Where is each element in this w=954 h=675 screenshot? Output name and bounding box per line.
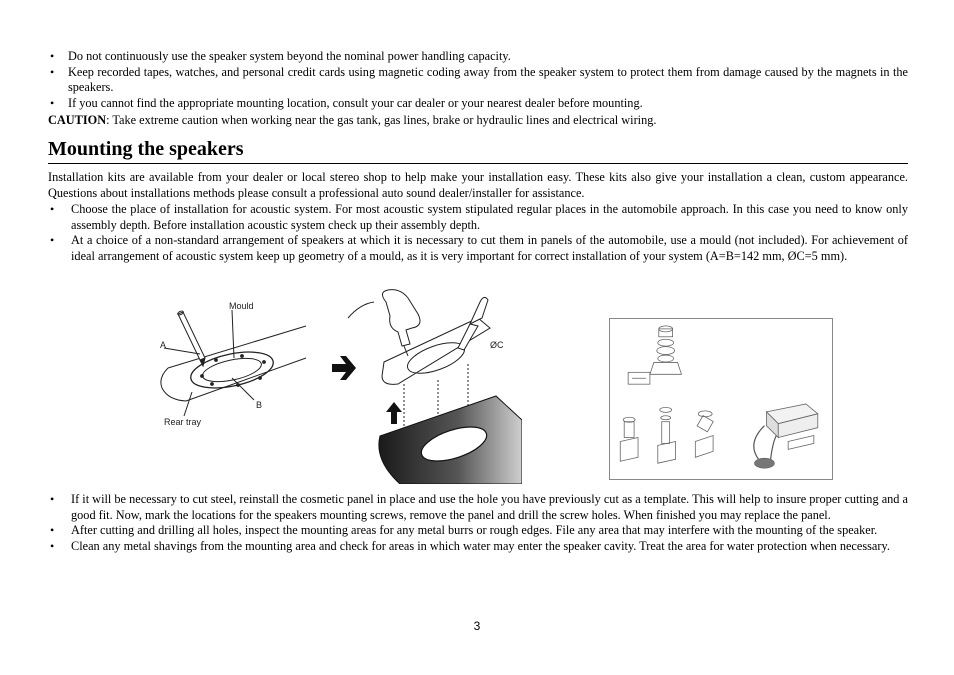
list-item: • At a choice of a non-standard arrangement of speakers at which it is necessary to cut them in panels of the automobile, use a mould (not included). For achievement of ideal arrangement of acoustic system keep up geometry of a mould, as it is very important for correct installation of your system (A=B=142 mm, ØC=5 mm).: [48, 233, 908, 264]
label-c: ØC: [490, 340, 504, 350]
list-item: • If you cannot find the appropriate mounting location, consult your car dealer or your nearest dealer before mounting.: [48, 96, 908, 112]
label-mould: Mould: [229, 301, 254, 311]
label-a: A: [160, 340, 167, 350]
list-item: • Choose the place of installation for acoustic system. For most acoustic system stipulated regular places in the automobile approach. In this case you need to know only assembly depth. Before installation acoustic system check up their assembly depth.: [48, 202, 908, 233]
list-item: • After cutting and drilling all holes, inspect the mounting areas for any metal burrs or rough edges. File any area that may interfere with the mounting of the speaker.: [48, 523, 908, 539]
mounting-illustration: [148, 288, 522, 484]
installation-list: [48, 202, 908, 264]
speaker-assembly-illustration: [609, 318, 833, 480]
finishing-list: [48, 492, 908, 554]
list-item: • If it will be necessary to cut steel, reinstall the cosmetic panel in place and use the hole you have previously cut as a template. This will help to insure proper cutting and a good fit. Now, mark the locations for the speakers mounting screws, remove the panel and drill the screw holes. When finished you may replace the panel.: [48, 492, 908, 523]
caution-text: : Take extreme caution when working near the gas tank, gas lines, brake or hydraulic lines and electrical wiring.: [106, 113, 657, 127]
list-item: • Clean any metal shavings from the mounting area and check for areas in which water may enter the speaker cavity. Treat the area for water protection when necessary.: [48, 539, 908, 555]
arrow-up-icon: [386, 402, 402, 424]
arrow-right-icon: [332, 356, 356, 380]
caution-note: [48, 113, 908, 129]
label-b: B: [256, 400, 263, 410]
intro-paragraph: Installation kits are available from your dealer or local stereo shop to help make your installation easy. These kits also give your installation a clean, custom appearance. Questions about installations methods please consult a professional auto sound dealer/installer for assistance.: [48, 170, 908, 200]
list-item: • Keep recorded tapes, watches, and personal credit cards using magnetic coding away from the speaker system to protect them from damage caused by the magnets in the speakers.: [48, 65, 908, 96]
rear-tray-drawing: [161, 310, 306, 416]
section-heading: Mounting the speakers: [48, 136, 908, 164]
precautions-list: [48, 49, 908, 111]
caution-label: CAUTION: [48, 113, 107, 127]
list-item: • Do not continuously use the speaker system beyond the nominal power handling capacity.: [48, 49, 908, 65]
page-number: 3: [473, 619, 481, 633]
label-rear-tray: Rear tray: [164, 417, 202, 427]
